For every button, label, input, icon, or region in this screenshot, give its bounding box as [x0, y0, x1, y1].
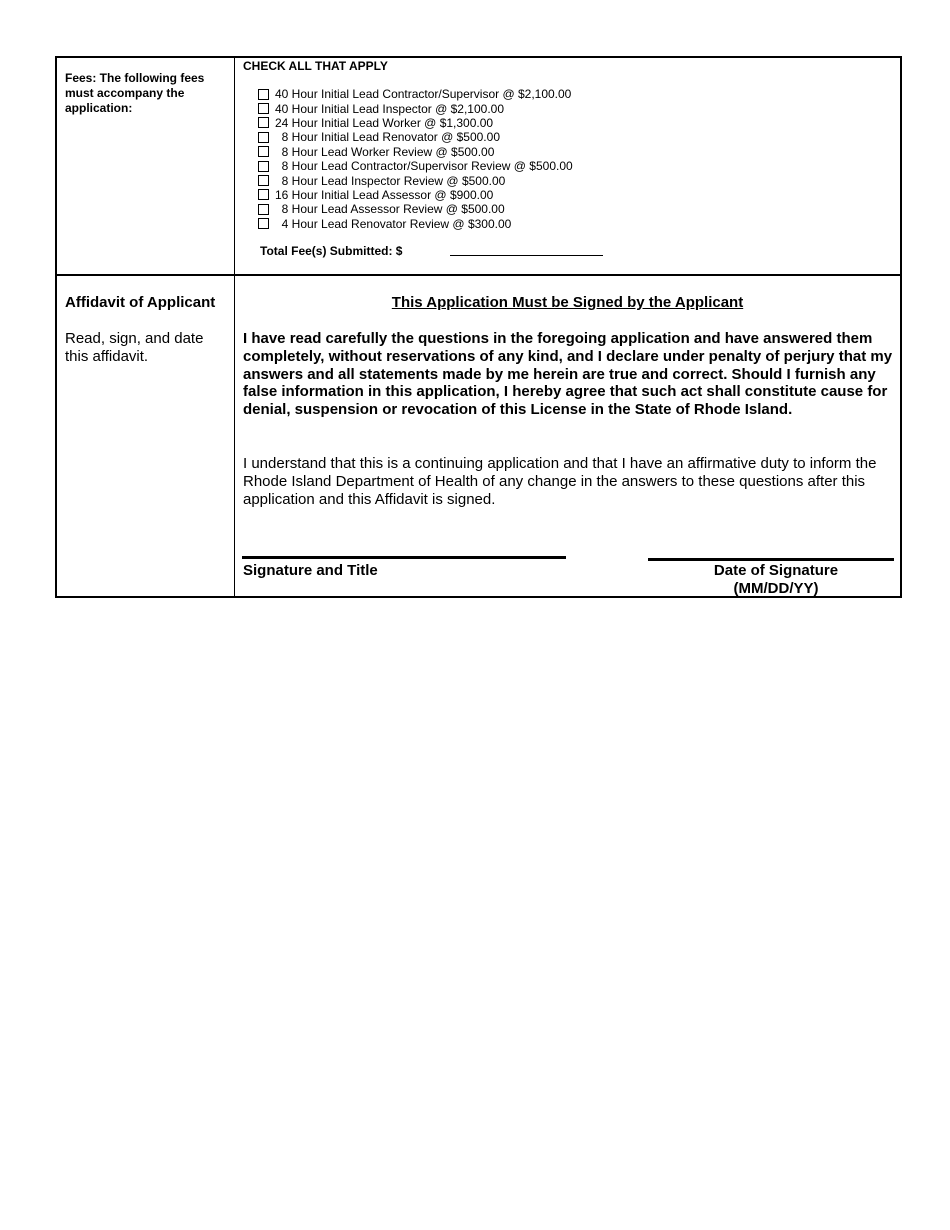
fee-option[interactable]: [258, 116, 573, 130]
fee-option-label: 40 Hour Initial Lead Inspector @ $2,100.00: [275, 101, 504, 116]
fee-option-label: 8 Hour Initial Lead Renovator @ $500.00: [275, 130, 500, 145]
date-label-line2: (MM/DD/YY): [733, 580, 819, 597]
column-divider: [234, 58, 235, 274]
fees-row: [57, 58, 900, 276]
date-label: [673, 562, 879, 598]
application-form-table: [55, 56, 902, 598]
total-fees-field[interactable]: [450, 255, 603, 256]
fee-option[interactable]: [258, 101, 573, 115]
affidavit-row: [57, 276, 900, 596]
total-fees-label: Total Fee(s) Submitted: $: [260, 244, 403, 258]
fee-checkbox[interactable]: [258, 132, 269, 143]
fee-option[interactable]: [258, 130, 573, 144]
fee-checkbox[interactable]: [258, 175, 269, 186]
date-line[interactable]: [648, 558, 894, 561]
fee-options-list: [258, 87, 573, 231]
continuing-duty-statement: I understand that this is a continuing application and that I have an affirmative duty to inform the Rhode Island Department of Health of any change in the answers to these questions after this application and this Affidavit is signed.: [243, 455, 877, 508]
fee-checkbox[interactable]: [258, 161, 269, 172]
fee-option-label: 16 Hour Initial Lead Assessor @ $900.00: [275, 187, 494, 202]
fee-option[interactable]: [258, 202, 573, 216]
fee-option[interactable]: [258, 159, 573, 173]
date-label-line1: Date of Signature: [713, 562, 839, 579]
must-sign-heading: This Application Must be Signed by the Applicant: [391, 294, 744, 311]
fee-option-label: 8 Hour Lead Assessor Review @ $500.00: [275, 202, 505, 217]
fee-option-label: 24 Hour Initial Lead Worker @ $1,300.00: [275, 115, 494, 130]
fee-checkbox[interactable]: [258, 103, 269, 114]
fee-option-label: 40 Hour Initial Lead Contractor/Supervisor @ $2,100.00: [275, 87, 572, 102]
fee-checkbox[interactable]: [258, 189, 269, 200]
fee-option-label: 8 Hour Lead Contractor/Supervisor Review @ $500.00: [275, 159, 573, 174]
affidavit-instructions: Read, sign, and date this affidavit.: [65, 330, 204, 365]
signature-label: Signature and Title: [243, 562, 378, 579]
fee-checkbox[interactable]: [258, 89, 269, 100]
fee-option-label: 4 Hour Lead Renovator Review @ $300.00: [275, 216, 512, 231]
signature-line[interactable]: [242, 556, 566, 559]
fee-checkbox[interactable]: [258, 146, 269, 157]
check-all-heading: CHECK ALL THAT APPLY: [243, 59, 388, 73]
fee-checkbox[interactable]: [258, 218, 269, 229]
fee-option-label: 8 Hour Lead Worker Review @ $500.00: [275, 144, 495, 159]
fee-option[interactable]: [258, 87, 573, 101]
fee-checkbox[interactable]: [258, 117, 269, 128]
affidavit-title: Affidavit of Applicant: [65, 294, 216, 311]
fee-checkbox[interactable]: [258, 204, 269, 215]
fees-label: Fees: The following fees must accompany the application:: [65, 71, 205, 115]
fee-option[interactable]: [258, 188, 573, 202]
affidavit-statement: I have read carefully the questions in the foregoing application and have answered them completely, without reservations of any kind, and I declare under penalty of perjury that my answers and all statements made by me herein are true and correct. Should I furnish any false information in this application, I hereby agree that such act shall constitute cause for denial, suspension or revocation of this License in the State of Rhode Island.: [243, 330, 893, 419]
fee-option-label: 8 Hour Lead Inspector Review @ $500.00: [275, 173, 506, 188]
fee-option[interactable]: [258, 173, 573, 187]
column-divider: [234, 276, 235, 596]
fee-option[interactable]: [258, 217, 573, 231]
fee-option[interactable]: [258, 145, 573, 159]
